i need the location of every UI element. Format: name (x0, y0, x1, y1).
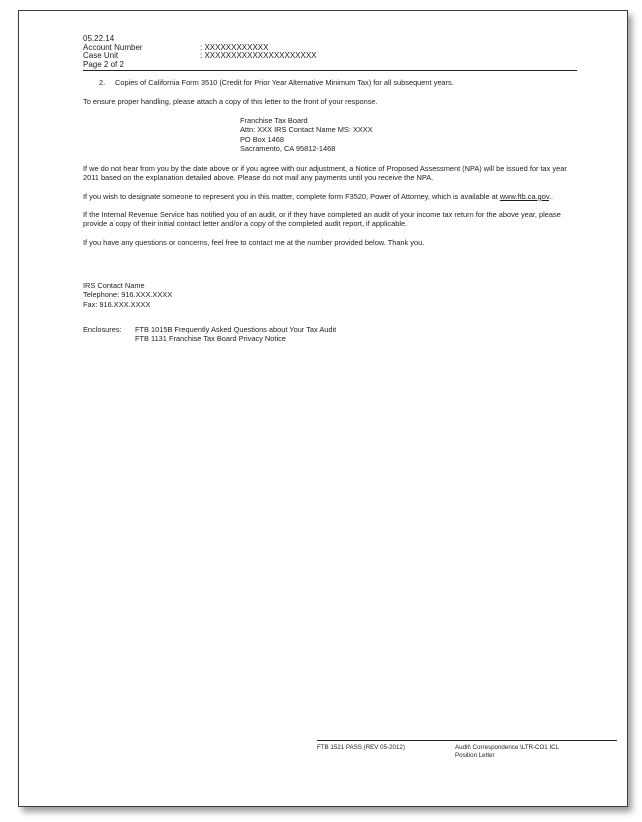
footer-path: Audit\ Correspondence \LTR-CO1 ICL (455, 744, 560, 751)
case-label: Case Unit (83, 51, 119, 61)
footer-title: Position Letter (455, 752, 495, 759)
enclosure-item: FTB 1131 Franchise Tax Board Privacy Notice (135, 334, 286, 344)
letter-header (83, 35, 575, 69)
footer-document-info (455, 744, 595, 760)
case-row (83, 52, 575, 61)
letter-page (18, 10, 628, 807)
enclosures-label: Enclosures: (83, 324, 122, 334)
enclosure-item: FTB 1015B Frequently Asked Questions about Your Tax Audit (135, 324, 337, 334)
list-item-2 (83, 78, 575, 87)
designate-after: .. (548, 191, 554, 201)
list-item-text: Copies of California Form 3510 (Credit for Prior Year Alternative Minimum Tax) for all subsequent years. (115, 78, 454, 88)
address-line-3: PO Box 1468 (240, 134, 284, 144)
npa-paragraph: If we do not hear from you by the date above or if you agree with our adjustment, a Notice of Proposed Assessment (NPA) will be issued for tax year 2011 based on the explanation detailed above. Please do not mail any payments until you receive the NPA. (83, 164, 567, 183)
mailing-address (83, 116, 575, 153)
footer-form-number: FTB 1521 PASS (REV 05-2012) (317, 744, 405, 751)
letter-content (83, 35, 575, 343)
enclosures-list (135, 325, 336, 344)
ftb-website-link[interactable]: www.ftb.ca.gov (499, 191, 549, 201)
questions-paragraph: If you have any questions or concerns, feel free to contact me at the number provided below. Thank you. (83, 237, 425, 247)
header-divider (83, 70, 577, 71)
case-value: : XXXXXXXXXXXXXXXXXXXXX (200, 51, 317, 61)
enclosures-block (83, 325, 575, 344)
handling-paragraph: To ensure proper handling, please attach a copy of this letter to the front of your response. (83, 96, 378, 106)
signature-block (83, 281, 575, 309)
list-item-number: 2. (99, 78, 106, 88)
contact-fax: Fax: 916.XXX.XXXX (83, 299, 151, 309)
footer-divider (317, 740, 617, 741)
letter-footer (317, 744, 595, 760)
address-line-4: Sacramento, CA 95812-1468 (240, 143, 336, 153)
letter-date: 05.22.14 (83, 34, 115, 43)
designate-text: If you wish to designate someone to represent you in this matter, complete form F3520, Power of Attorney, which is available at (83, 191, 500, 201)
page-number: Page 2 of 2 (83, 59, 124, 69)
irs-audit-paragraph: If the Internal Revenue Service has notified you of an audit, or if they have completed an audit of your income tax return for the above year, please provide a copy of their initial contact letter and/or a copy of the completed audit report, if applicable. (83, 210, 561, 229)
designate-paragraph (83, 192, 575, 201)
account-label: Account Number (83, 42, 143, 52)
contact-telephone: Telephone: 916.XXX.XXXX (83, 290, 173, 300)
address-line-1: Franchise Tax Board (240, 115, 308, 125)
contact-name: IRS Contact Name (83, 280, 145, 290)
account-row (83, 44, 575, 53)
address-line-2: Attn: XXX IRS Contact Name MS: XXXX (240, 125, 373, 135)
account-value: : XXXXXXXXXXXX (200, 42, 269, 52)
